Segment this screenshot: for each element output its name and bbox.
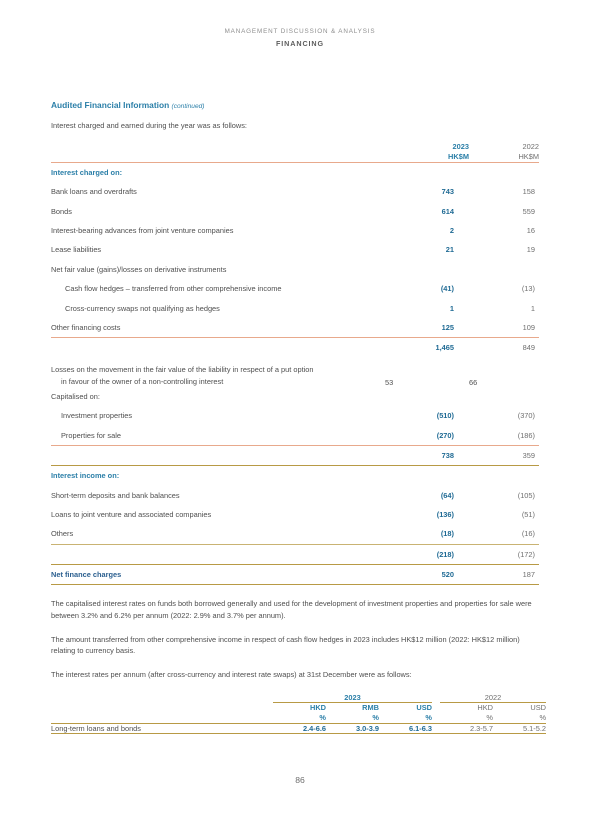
section-heading bbox=[51, 100, 539, 110]
running-header bbox=[0, 0, 600, 48]
paragraph-capitalised-rates: The capitalised interest rates on funds both borrowed generally and used for the development of investment properties and properties for sale were between 3.2% and 6.2% per annum (2022: 2.9% and 3.7% per annum). bbox=[51, 599, 532, 620]
row-value-prior: (186) bbox=[517, 430, 535, 440]
row-value-current: (18) bbox=[440, 529, 454, 539]
row-value-prior: 109 bbox=[522, 322, 535, 332]
row-label: Cross-currency swaps not qualifying as hedges bbox=[65, 303, 220, 313]
row-value-prior: 66 bbox=[469, 377, 478, 387]
rates-column-header-row bbox=[51, 702, 546, 723]
row-label: Bank loans and overdrafts bbox=[51, 187, 137, 197]
table-row bbox=[51, 240, 539, 259]
row-label: Net fair value (gains)/losses on derivative instruments bbox=[51, 264, 227, 274]
page-number: 86 bbox=[295, 775, 305, 785]
rates-header-current-hkd-currency: HKD bbox=[309, 702, 326, 712]
paragraph-oci-transfer: The amount transferred from other comprehensive income in respect of cash flow hedges in 2023 includes HK$12 million (2022: HK$12 million) relating to currency basis. bbox=[51, 634, 520, 656]
table-subtotal-row bbox=[51, 338, 539, 357]
row-value-prior bbox=[469, 260, 539, 279]
row-value-prior: 849 bbox=[522, 343, 535, 353]
row-value-prior: (13) bbox=[521, 284, 535, 294]
rates-row-label: Long-term loans and bonds bbox=[51, 723, 273, 733]
rates-header-current-usd bbox=[379, 702, 432, 723]
row-label: Short-term deposits and bank balances bbox=[51, 490, 180, 500]
table-row bbox=[51, 505, 539, 524]
row-value-prior: 19 bbox=[526, 245, 535, 255]
table-row bbox=[51, 201, 539, 220]
row-value-current: 738 bbox=[441, 450, 454, 460]
row-value-current: 53 bbox=[385, 377, 394, 387]
header-blank-cell bbox=[51, 142, 385, 162]
row-label-line-2: in favour of the owner of a non-controlling interest bbox=[61, 376, 224, 386]
rates-header-prior-usd-currency: USD bbox=[530, 702, 547, 712]
row-value-prior: (16) bbox=[521, 529, 535, 539]
row-value-prior bbox=[469, 387, 539, 406]
rates-group-header-row bbox=[51, 693, 546, 703]
row-label-line-1: Losses on the movement in the fair value of the liability in respect of a put option bbox=[51, 365, 314, 375]
running-header-subsection: FINANCING bbox=[275, 39, 325, 48]
row-value-prior: 187 bbox=[522, 570, 535, 580]
row-value-current bbox=[385, 260, 469, 279]
rates-group-blank bbox=[51, 693, 273, 703]
table-row bbox=[51, 486, 539, 505]
row-label: Interest charged on: bbox=[51, 167, 123, 177]
header-current-unit-label: HK$M bbox=[448, 151, 469, 161]
header-current-year-label: 2023 bbox=[452, 141, 469, 151]
rates-header-current-rmb bbox=[326, 702, 379, 723]
row-label: Properties for sale bbox=[61, 430, 121, 440]
rates-header-current-rmb-unit: % bbox=[372, 712, 379, 722]
table-row bbox=[51, 425, 539, 445]
rates-header-current-hkd-unit: % bbox=[319, 712, 326, 722]
section-intro-text: Interest charged and earned during the year was as follows: bbox=[51, 121, 247, 130]
rule-after-total bbox=[51, 585, 539, 586]
table-subtotal-row bbox=[51, 545, 539, 565]
row-value-current: (64) bbox=[440, 490, 454, 500]
table-row bbox=[51, 406, 539, 425]
row-value-current: 1 bbox=[449, 303, 454, 313]
rates-value-current-hkd: 2.4-6.6 bbox=[273, 723, 326, 733]
row-value-prior: 1 bbox=[530, 303, 535, 313]
paragraph-interest-rates-intro: The interest rates per annum (after cross-currency and interest rate swaps) at 31st December were as follows: bbox=[51, 670, 412, 680]
row-value-prior: 16 bbox=[526, 226, 535, 236]
row-value-current: (218) bbox=[436, 549, 454, 559]
rates-header-current-hkd bbox=[273, 702, 326, 723]
rates-header-current-rmb-currency: RMB bbox=[362, 702, 379, 712]
row-value-current: (510) bbox=[436, 411, 454, 421]
table-row bbox=[51, 466, 539, 485]
row-label: Others bbox=[51, 529, 74, 539]
header-prior-year bbox=[469, 142, 539, 162]
row-value-current: (270) bbox=[436, 430, 454, 440]
rates-header-prior-hkd-currency: HKD bbox=[477, 702, 493, 712]
table-row bbox=[51, 221, 539, 240]
table-row bbox=[51, 182, 539, 201]
running-header-section: MANAGEMENT DISCUSSION & ANALYSIS bbox=[224, 28, 376, 35]
rates-header-prior-hkd bbox=[440, 702, 493, 723]
row-value-prior bbox=[469, 163, 539, 182]
row-label: Interest-bearing advances from joint venture companies bbox=[51, 226, 234, 236]
header-current-year bbox=[385, 142, 469, 162]
rates-value-gap bbox=[432, 723, 440, 733]
section-heading-continued: (continued) bbox=[171, 103, 205, 110]
row-value-prior: 559 bbox=[522, 206, 535, 216]
rates-header-current-usd-unit: % bbox=[425, 712, 432, 722]
row-value-current bbox=[385, 387, 469, 406]
row-value-prior: 158 bbox=[522, 187, 535, 197]
table-row bbox=[51, 318, 539, 338]
row-value-current: 614 bbox=[441, 206, 454, 216]
row-label bbox=[51, 446, 385, 466]
table-row bbox=[51, 260, 539, 279]
page-content bbox=[51, 100, 547, 734]
row-value-current: 520 bbox=[441, 570, 454, 580]
rates-header-gap bbox=[432, 702, 440, 723]
row-label: Interest income on: bbox=[51, 471, 120, 481]
row-value-prior: (51) bbox=[521, 510, 535, 520]
rates-value-current-usd: 6.1-6.3 bbox=[379, 723, 432, 733]
row-value-prior: (370) bbox=[517, 411, 535, 421]
row-label: Loans to joint venture and associated companies bbox=[51, 510, 212, 520]
row-value-current: 743 bbox=[441, 187, 454, 197]
row-label: Cash flow hedges – transferred from other comprehensive income bbox=[65, 284, 282, 294]
rates-value-current-rmb: 3.0-3.9 bbox=[326, 723, 379, 733]
row-value-prior bbox=[469, 466, 539, 485]
row-value-current: (41) bbox=[440, 284, 454, 294]
table-subtotal-row bbox=[51, 446, 539, 466]
rates-value-prior-hkd: 2.3-5.7 bbox=[440, 723, 493, 733]
row-value-current bbox=[385, 466, 469, 485]
interest-rates-table bbox=[51, 693, 546, 734]
row-value-current bbox=[385, 163, 469, 182]
header-prior-unit-label: HK$M bbox=[518, 151, 539, 161]
row-value-current: 2 bbox=[449, 226, 454, 236]
rates-group-gap bbox=[432, 693, 440, 703]
row-value-current: (136) bbox=[436, 510, 454, 520]
row-label-multiline bbox=[51, 362, 385, 386]
rates-header-blank bbox=[51, 702, 273, 723]
row-label: Other financing costs bbox=[51, 322, 121, 332]
rates-value-prior-usd: 5.1-5.2 bbox=[493, 723, 546, 733]
row-label: Lease liabilities bbox=[51, 245, 102, 255]
rates-data-row bbox=[51, 723, 546, 733]
row-label: Capitalised on: bbox=[51, 391, 100, 401]
rates-group-prior-year: 2022 bbox=[484, 692, 502, 702]
row-value-current: 21 bbox=[445, 245, 454, 255]
row-value-prior: 359 bbox=[522, 450, 535, 460]
row-value-prior: (172) bbox=[517, 549, 535, 559]
row-label bbox=[51, 338, 385, 357]
row-value-current: 1,465 bbox=[435, 343, 454, 353]
rates-header-prior-hkd-unit: % bbox=[486, 712, 493, 722]
section-heading-text: Audited Financial Information bbox=[51, 100, 170, 110]
row-label: Net finance charges bbox=[51, 570, 122, 580]
table-row-two-line bbox=[51, 362, 539, 386]
table-row bbox=[51, 163, 539, 182]
header-prior-year-label: 2022 bbox=[522, 141, 539, 151]
rates-header-prior-usd bbox=[493, 702, 546, 723]
row-label bbox=[51, 545, 385, 565]
table-row bbox=[51, 524, 539, 544]
rates-header-current-usd-currency: USD bbox=[416, 702, 432, 712]
table-row bbox=[51, 298, 539, 317]
row-value-current: 125 bbox=[441, 322, 454, 332]
row-label: Bonds bbox=[51, 206, 72, 216]
table-row bbox=[51, 387, 539, 406]
rates-group-current-year: 2023 bbox=[344, 692, 361, 702]
row-label: Investment properties bbox=[61, 411, 133, 421]
table-row bbox=[51, 279, 539, 298]
table-total-row bbox=[51, 565, 539, 585]
rates-header-prior-usd-unit: % bbox=[539, 712, 547, 722]
row-value-prior: (105) bbox=[517, 490, 535, 500]
finance-charges-table bbox=[51, 142, 539, 586]
table-header-row bbox=[51, 142, 539, 162]
